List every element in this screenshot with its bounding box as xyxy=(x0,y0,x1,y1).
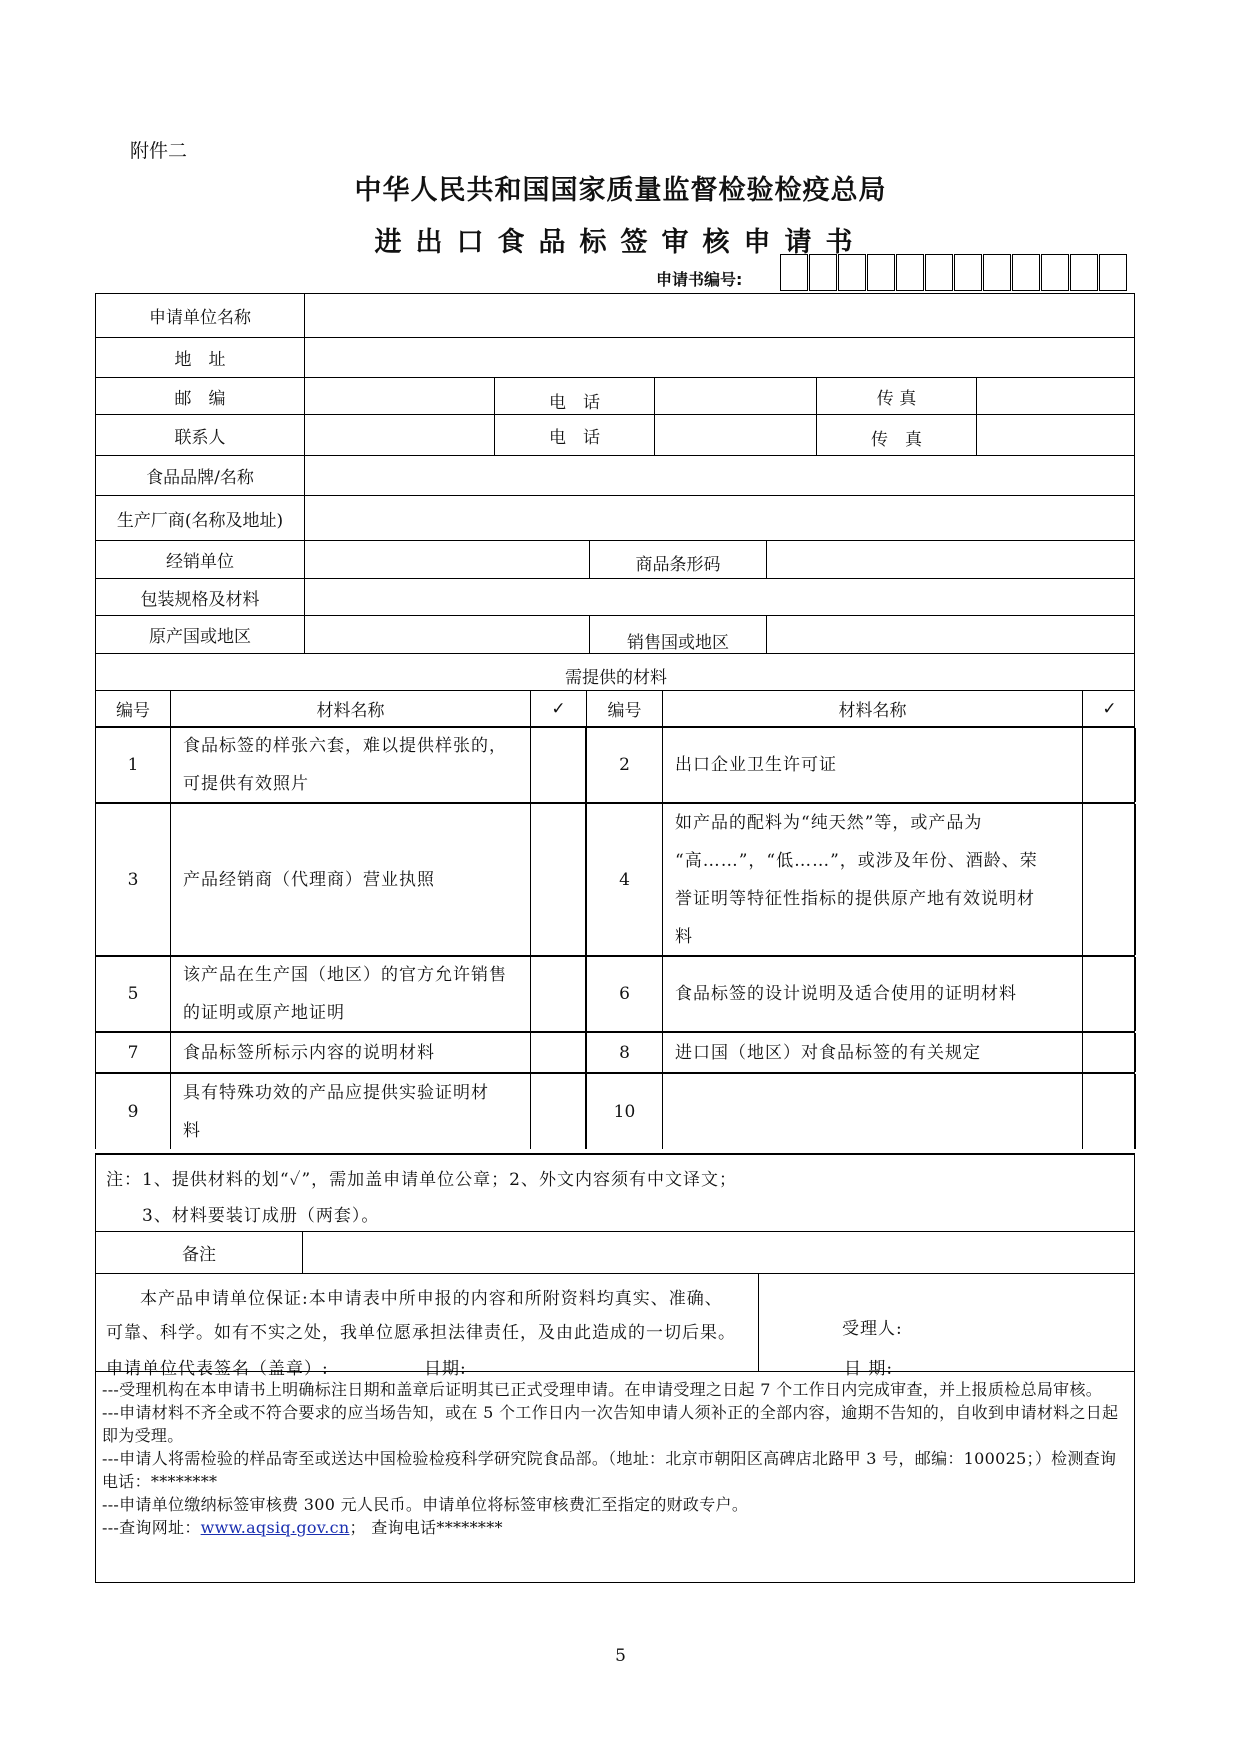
material-name xyxy=(170,957,530,1031)
material-check-box[interactable] xyxy=(530,1033,586,1072)
packaging-field[interactable] xyxy=(304,579,1136,615)
label-phone: 电 话 xyxy=(494,378,654,414)
material-name-line: 誉证明等特征性指标的提供原产地有效说明材 xyxy=(675,888,1035,909)
material-check-box[interactable] xyxy=(1082,728,1136,802)
label-address: 地 址 xyxy=(174,350,226,370)
label-contact: 联系人 xyxy=(174,427,226,448)
title-line1: 中华人民共和国国家质量监督检验检疫总局 xyxy=(354,175,887,206)
sales-region-field[interactable] xyxy=(766,616,1136,653)
material-name xyxy=(170,1074,530,1149)
footer-p2: ---申请材料不齐全或不符合要求的应当场告知，或在 5 个工作日内一次告知申请人须补正的全部内容，逾期不告知的，自收到申请材料之日起即为受理。 xyxy=(102,1403,1119,1445)
material-name-line: 可提供有效照片 xyxy=(183,774,309,794)
brand-field[interactable] xyxy=(304,456,1136,495)
page-number: 5 xyxy=(615,1646,626,1666)
website-link[interactable]: www.aqsiq.gov.cn xyxy=(200,1518,350,1537)
material-no: 2 xyxy=(586,728,662,802)
row-applicant xyxy=(95,293,1135,337)
declaration-date: 日期: xyxy=(424,1359,467,1379)
label-brand: 食品品牌/名称 xyxy=(146,468,254,488)
row-distributor xyxy=(95,540,1135,578)
material-name-line: 料 xyxy=(675,926,693,947)
postcode-field[interactable] xyxy=(304,378,494,414)
material-name xyxy=(662,728,1082,802)
application-no-digit-box[interactable] xyxy=(1041,254,1069,291)
label-origin: 原产国或地区 xyxy=(149,627,251,647)
material-name xyxy=(662,804,1082,955)
row-notes xyxy=(95,1153,1135,1231)
col-name-2: 材料名称 xyxy=(662,691,1082,726)
application-no-digit-box[interactable] xyxy=(925,254,953,291)
material-check-box[interactable] xyxy=(530,1074,586,1149)
material-name-line: 料 xyxy=(183,1120,201,1141)
material-check-box[interactable] xyxy=(1082,1074,1136,1149)
footer-p1: ---受理机构在本申请书上明确标注日期和盖章后证明其已正式受理申请。在申请受理之日起 7 个工作日内完成审查，并上报质检总局审核。 xyxy=(102,1380,1103,1399)
row-address xyxy=(95,337,1135,377)
label-manufacturer: 生产厂商(名称及地址) xyxy=(116,510,284,531)
label-contact-fax: 传 真 xyxy=(816,415,976,455)
applicant-name-field[interactable] xyxy=(304,294,1136,337)
material-name-line: 食品标签的样张六套，难以提供样张的， xyxy=(183,736,507,756)
label-packaging: 包装规格及材料 xyxy=(140,589,260,610)
label-contact-phone: 电 话 xyxy=(494,415,654,455)
footer-p3: ---申请人将需检验的样品寄至或送达中国检验检疫科学研究院食品部。（地址：北京市朝阳区高碑店北路甲 3 号，邮编：100025；）检测查询电话：******** xyxy=(102,1449,1117,1491)
material-check-box[interactable] xyxy=(530,957,586,1031)
material-no: 5 xyxy=(127,984,139,1004)
material-name xyxy=(662,957,1082,1031)
row-contact xyxy=(95,414,1135,455)
material-check-box[interactable] xyxy=(1082,1033,1136,1072)
materials-section-title: 需提供的材料 xyxy=(565,667,667,688)
material-name-line: 的证明或原产地证明 xyxy=(183,1003,345,1023)
contact-phone-field[interactable] xyxy=(654,415,816,455)
row-manufacturer xyxy=(95,495,1135,540)
application-no-digit-box[interactable] xyxy=(896,254,924,291)
material-row xyxy=(95,955,1135,1031)
remarks-label: 备注 xyxy=(182,1245,216,1265)
material-no: 3 xyxy=(127,869,139,890)
material-name-line: 进口国（地区）对食品标签的有关规定 xyxy=(675,1042,981,1063)
manufacturer-field[interactable] xyxy=(304,496,1136,540)
material-check-box[interactable] xyxy=(530,728,586,802)
material-name xyxy=(662,1074,1082,1149)
footer-p5 xyxy=(102,1516,1128,1539)
col-name-1: 材料名称 xyxy=(170,691,530,726)
application-no-digit-box[interactable] xyxy=(1099,254,1127,291)
material-no: 10 xyxy=(586,1074,662,1149)
material-row xyxy=(95,726,1135,802)
material-no: 7 xyxy=(127,1042,139,1063)
row-declaration xyxy=(95,1273,1135,1379)
footer-p4: ---申请单位缴纳标签审核费 300 元人民币。申请单位将标签审核费汇至指定的财政专户。 xyxy=(102,1495,749,1514)
note-line1: 注：1、提供材料的划“✓”，需加盖申请单位公章；2、外文内容须有中文译文； xyxy=(106,1170,737,1190)
row-brand xyxy=(95,455,1135,495)
address-field[interactable] xyxy=(304,338,1136,377)
material-no: 1 xyxy=(127,755,139,775)
material-name xyxy=(170,728,530,802)
receiver-label: 受理人: xyxy=(842,1319,903,1339)
material-name-line: 如产品的配料为“纯天然”等，或产品为 xyxy=(675,812,983,833)
material-name xyxy=(170,1033,530,1072)
material-row xyxy=(95,802,1135,955)
application-no-digit-box[interactable] xyxy=(983,254,1011,291)
fax-field[interactable] xyxy=(976,378,1136,414)
application-no-digit-box[interactable] xyxy=(780,254,808,291)
material-check-box[interactable] xyxy=(530,804,586,955)
contact-field[interactable] xyxy=(304,415,494,455)
application-no-digit-box[interactable] xyxy=(1012,254,1040,291)
application-no-digit-box[interactable] xyxy=(838,254,866,291)
material-name-line: 产品经销商（代理商）营业执照 xyxy=(183,869,435,890)
material-check-box[interactable] xyxy=(1082,957,1136,1031)
material-name-line: 食品标签所标示内容的说明材料 xyxy=(183,1042,435,1063)
material-row xyxy=(95,1031,1135,1072)
col-check-2: ✓ xyxy=(1082,691,1136,726)
contact-fax-field[interactable] xyxy=(976,415,1136,455)
declaration-line2: 可靠、科学。如有不实之处，我单位愿承担法律责任，及由此造成的一切后果。 xyxy=(106,1323,736,1343)
origin-field[interactable] xyxy=(304,616,589,653)
row-footer-notes xyxy=(95,1371,1135,1583)
remarks-field[interactable] xyxy=(302,1232,1136,1273)
material-no: 9 xyxy=(127,1101,139,1122)
material-name xyxy=(170,804,530,955)
material-name xyxy=(662,1033,1082,1072)
material-no: 4 xyxy=(586,804,662,955)
row-origin xyxy=(95,615,1135,653)
col-no-2: 编号 xyxy=(586,691,662,726)
col-no-1: 编号 xyxy=(116,701,150,721)
material-name-line: 食品标签的设计说明及适合使用的证明材料 xyxy=(675,984,1017,1004)
row-materials-header xyxy=(95,690,1135,726)
material-row xyxy=(95,1072,1135,1149)
row-packaging xyxy=(95,578,1135,615)
label-sales-region: 销售国或地区 xyxy=(589,616,766,653)
application-no-digit-box[interactable] xyxy=(1070,254,1098,291)
label-applicant-name: 申请单位名称 xyxy=(149,308,251,328)
label-barcode: 商品条形码 xyxy=(589,541,766,578)
declaration-divider xyxy=(758,1274,759,1372)
label-fax: 传 真 xyxy=(816,378,976,414)
attachment-label: 附件二 xyxy=(130,140,188,162)
material-no: 8 xyxy=(586,1033,662,1072)
col-check-1: ✓ xyxy=(530,691,586,726)
row-postcode xyxy=(95,377,1135,414)
material-name-line: 该产品在生产国（地区）的官方允许销售 xyxy=(183,965,507,985)
application-no-label: 申请书编号: xyxy=(656,270,743,289)
row-materials-title xyxy=(95,653,1135,690)
label-distributor: 经销单位 xyxy=(166,552,234,572)
footer-p5-suffix: ； 查询电话******** xyxy=(349,1518,503,1537)
title-line2: 进出口食品标签审核申请书 xyxy=(374,227,867,258)
row-remarks xyxy=(95,1231,1135,1273)
material-name-line: 出口企业卫生许可证 xyxy=(675,755,837,775)
receiver-date: 日 期: xyxy=(844,1359,894,1379)
distributor-field[interactable] xyxy=(304,541,589,578)
material-name-line: 具有特殊功效的产品应提供实验证明材 xyxy=(183,1082,489,1103)
barcode-field[interactable] xyxy=(766,541,1136,578)
application-no-digit-box[interactable] xyxy=(867,254,895,291)
material-check-box[interactable] xyxy=(1082,804,1136,955)
phone-field[interactable] xyxy=(654,378,816,414)
footer-p5-prefix: ---查询网址： xyxy=(102,1518,201,1537)
label-postcode: 邮 编 xyxy=(174,388,226,409)
material-name-line: “高……”，“低……”，或涉及年份、酒龄、荣 xyxy=(675,850,1038,871)
note-line2: 3、材料要装订成册（两套）。 xyxy=(142,1206,380,1226)
declaration-line1: 本产品申请单位保证:本申请表中所申报的内容和所附资料均真实、准确、 xyxy=(140,1289,723,1309)
declaration-sign: 申请单位代表签名（盖章）: xyxy=(106,1359,329,1379)
application-no-digit-box[interactable] xyxy=(809,254,837,291)
material-no: 6 xyxy=(586,957,662,1031)
application-no-digit-box[interactable] xyxy=(954,254,982,291)
